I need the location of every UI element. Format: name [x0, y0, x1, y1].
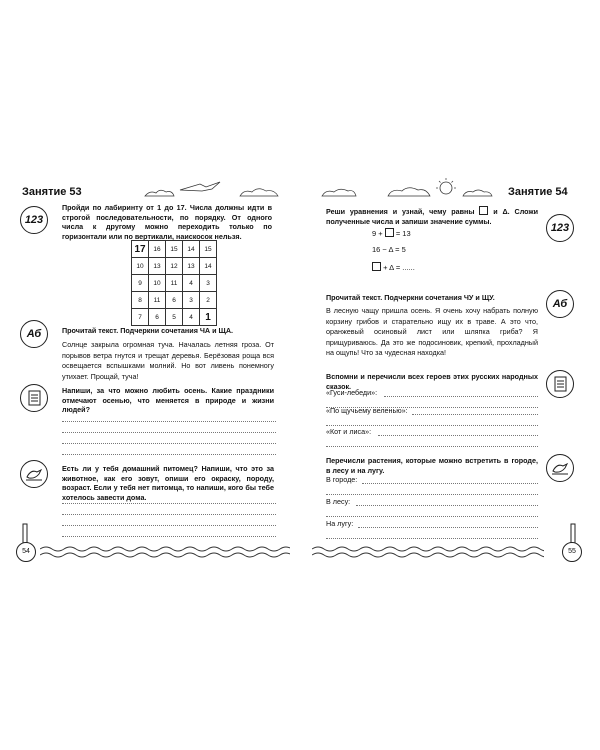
bird-icon: [546, 454, 574, 482]
answer-line[interactable]: [356, 505, 538, 506]
notebook-icon: [20, 384, 48, 412]
square-input[interactable]: [372, 262, 381, 271]
square-symbol: [479, 206, 488, 215]
equation-3: [372, 262, 415, 272]
eq1-right: = 13: [395, 229, 411, 238]
tale-label-2: «По щучьему веленью»:: [326, 406, 408, 415]
left-task3-text: Напиши, за что можно любить осень. Какие праздники отмечают осенью, что меняется в природе и жизни людей?: [62, 386, 274, 415]
answer-line[interactable]: [326, 516, 538, 517]
left-task1-text: Пройди по лабиринту от 1 до 17. Числа должны идти в строгой последовательности, по порядку. От одного числа к другому можно переходить только по горизонтали или по вертикали, наискосок нельзя.: [62, 203, 272, 241]
right-task1-tail: и Δ. Сложи полученные числа и запиши значение суммы.: [326, 207, 538, 226]
numbers-icon-label: 123: [550, 222, 570, 234]
right-task3-text: Вспомни и перечисли всех героев этих русских народных сказок.: [326, 372, 538, 391]
right-lesson-title: Занятие 54: [508, 186, 568, 198]
maze-cell[interactable]: 10: [132, 258, 149, 275]
right-task1-head: Реши уравнения и узнай, чему равны: [326, 207, 475, 216]
maze-cell[interactable]: 2: [200, 292, 217, 309]
answer-line[interactable]: [378, 435, 538, 436]
maze-cell[interactable]: 9: [132, 275, 149, 292]
answer-line[interactable]: [326, 494, 538, 495]
answer-line[interactable]: [326, 425, 538, 426]
maze-cell[interactable]: 15: [166, 241, 183, 258]
numbers-icon: [546, 214, 574, 242]
maze-cell[interactable]: 14: [183, 241, 200, 258]
maze-cell[interactable]: 5: [166, 309, 183, 326]
right-task1-text: [326, 206, 538, 226]
left-lesson-title: Занятие 53: [22, 186, 82, 198]
eq3-right: + Δ = ......: [383, 263, 415, 272]
answer-line[interactable]: [384, 396, 538, 397]
maze-cell[interactable]: 16: [149, 241, 166, 258]
answer-line[interactable]: [62, 503, 276, 504]
place-label-2: В лесу:: [326, 497, 351, 506]
place-label-3: На лугу:: [326, 519, 354, 528]
maze-row: [132, 275, 217, 292]
tale-label-3: «Кот и лиса»:: [326, 427, 372, 436]
wave-border: [312, 544, 544, 560]
maze-row: [132, 241, 217, 258]
maze-cell[interactable]: 3: [183, 292, 200, 309]
left-task2-text: Прочитай текст. Подчеркни сочетания ЧА и ЩА.: [62, 326, 234, 335]
letters-icon: [546, 290, 574, 318]
maze-cell[interactable]: 11: [166, 275, 183, 292]
square-input[interactable]: [385, 228, 394, 237]
maze-cell[interactable]: 12: [166, 258, 183, 275]
maze-cell[interactable]: 13: [149, 258, 166, 275]
maze-cell[interactable]: 11: [149, 292, 166, 309]
bird-icon: [20, 460, 48, 488]
letters-icon-label: Аб: [26, 328, 42, 340]
maze-cell[interactable]: 8: [132, 292, 149, 309]
sun-clouds-decoration: [318, 176, 498, 200]
answer-line[interactable]: [62, 536, 276, 537]
equation-2: 16 − Δ = 5: [372, 245, 406, 254]
bird-clouds-decoration: [140, 178, 300, 200]
maze-cell[interactable]: 17: [132, 241, 149, 258]
maze-row: [132, 292, 217, 309]
maze-cell[interactable]: 14: [200, 258, 217, 275]
maze-cell[interactable]: 1: [200, 309, 217, 326]
maze-cell[interactable]: 6: [166, 292, 183, 309]
answer-line[interactable]: [412, 414, 538, 415]
letters-icon-label: Аб: [552, 298, 568, 310]
answer-line[interactable]: [362, 483, 538, 484]
maze-cell[interactable]: 4: [183, 309, 200, 326]
right-task2-text: Прочитай текст. Подчеркни сочетания ЧУ и ЩУ.: [326, 293, 495, 302]
right-page-number: 55: [562, 542, 582, 562]
maze-row: [132, 258, 217, 275]
maze-cell[interactable]: 3: [200, 275, 217, 292]
answer-line[interactable]: [62, 454, 276, 455]
right-reading-text: В лесную чащу пришла осень. Я очень хочу набрать полную корзину грибов и старательно ищу их в траве. А это что, оранжевый осиновый лист или шляпка гриба? Я прищуриваюсь. Да это же подосиновик, крепкий, прохладный на ощупь! Что за чудесная находка!: [326, 306, 538, 358]
answer-line[interactable]: [358, 527, 538, 528]
answer-line[interactable]: [62, 514, 276, 515]
answer-line[interactable]: [326, 446, 538, 447]
maze-cell[interactable]: 15: [200, 241, 217, 258]
equation-1: [372, 228, 411, 238]
answer-line[interactable]: [62, 443, 276, 444]
answer-line[interactable]: [62, 421, 276, 422]
eq1-left: 9 +: [372, 229, 383, 238]
maze-cell[interactable]: 13: [183, 258, 200, 275]
maze-cell[interactable]: 6: [149, 309, 166, 326]
answer-line[interactable]: [326, 538, 538, 539]
left-page-number: 54: [16, 542, 36, 562]
answer-line[interactable]: [62, 525, 276, 526]
answer-line[interactable]: [62, 432, 276, 433]
tale-label-1: «Гуси-лебеди»:: [326, 388, 378, 397]
left-reading-text: Солнце закрыла огромная туча. Началась летняя гроза. От порывов ветра гнутся и трещат деревья. Берёзовая роща вся освещается вспышками молний. Но вот ливень понемногу утихает. Прощай, туча!: [62, 340, 274, 381]
numbers-icon-label: 123: [24, 214, 44, 226]
numbers-icon: [20, 206, 48, 234]
place-label-1: В городе:: [326, 475, 358, 484]
maze-cell[interactable]: 7: [132, 309, 149, 326]
notebook-icon: [546, 370, 574, 398]
wave-border: [40, 544, 290, 560]
maze-grid: [131, 240, 217, 326]
left-task4-text: Есть ли у тебя домашний питомец? Напиши, что это за животное, как его зовут, опиши его окраску, породу, возраст. Если у тебя нет питомца, то напиши, кого бы тебе хотелось завести дома.: [62, 464, 274, 502]
maze-row: [132, 309, 217, 326]
letters-icon: [20, 320, 48, 348]
maze-cell[interactable]: 4: [183, 275, 200, 292]
maze-cell[interactable]: 10: [149, 275, 166, 292]
right-task4-text: Перечисли растения, которые можно встретить в городе, в лесу и на лугу.: [326, 456, 538, 475]
